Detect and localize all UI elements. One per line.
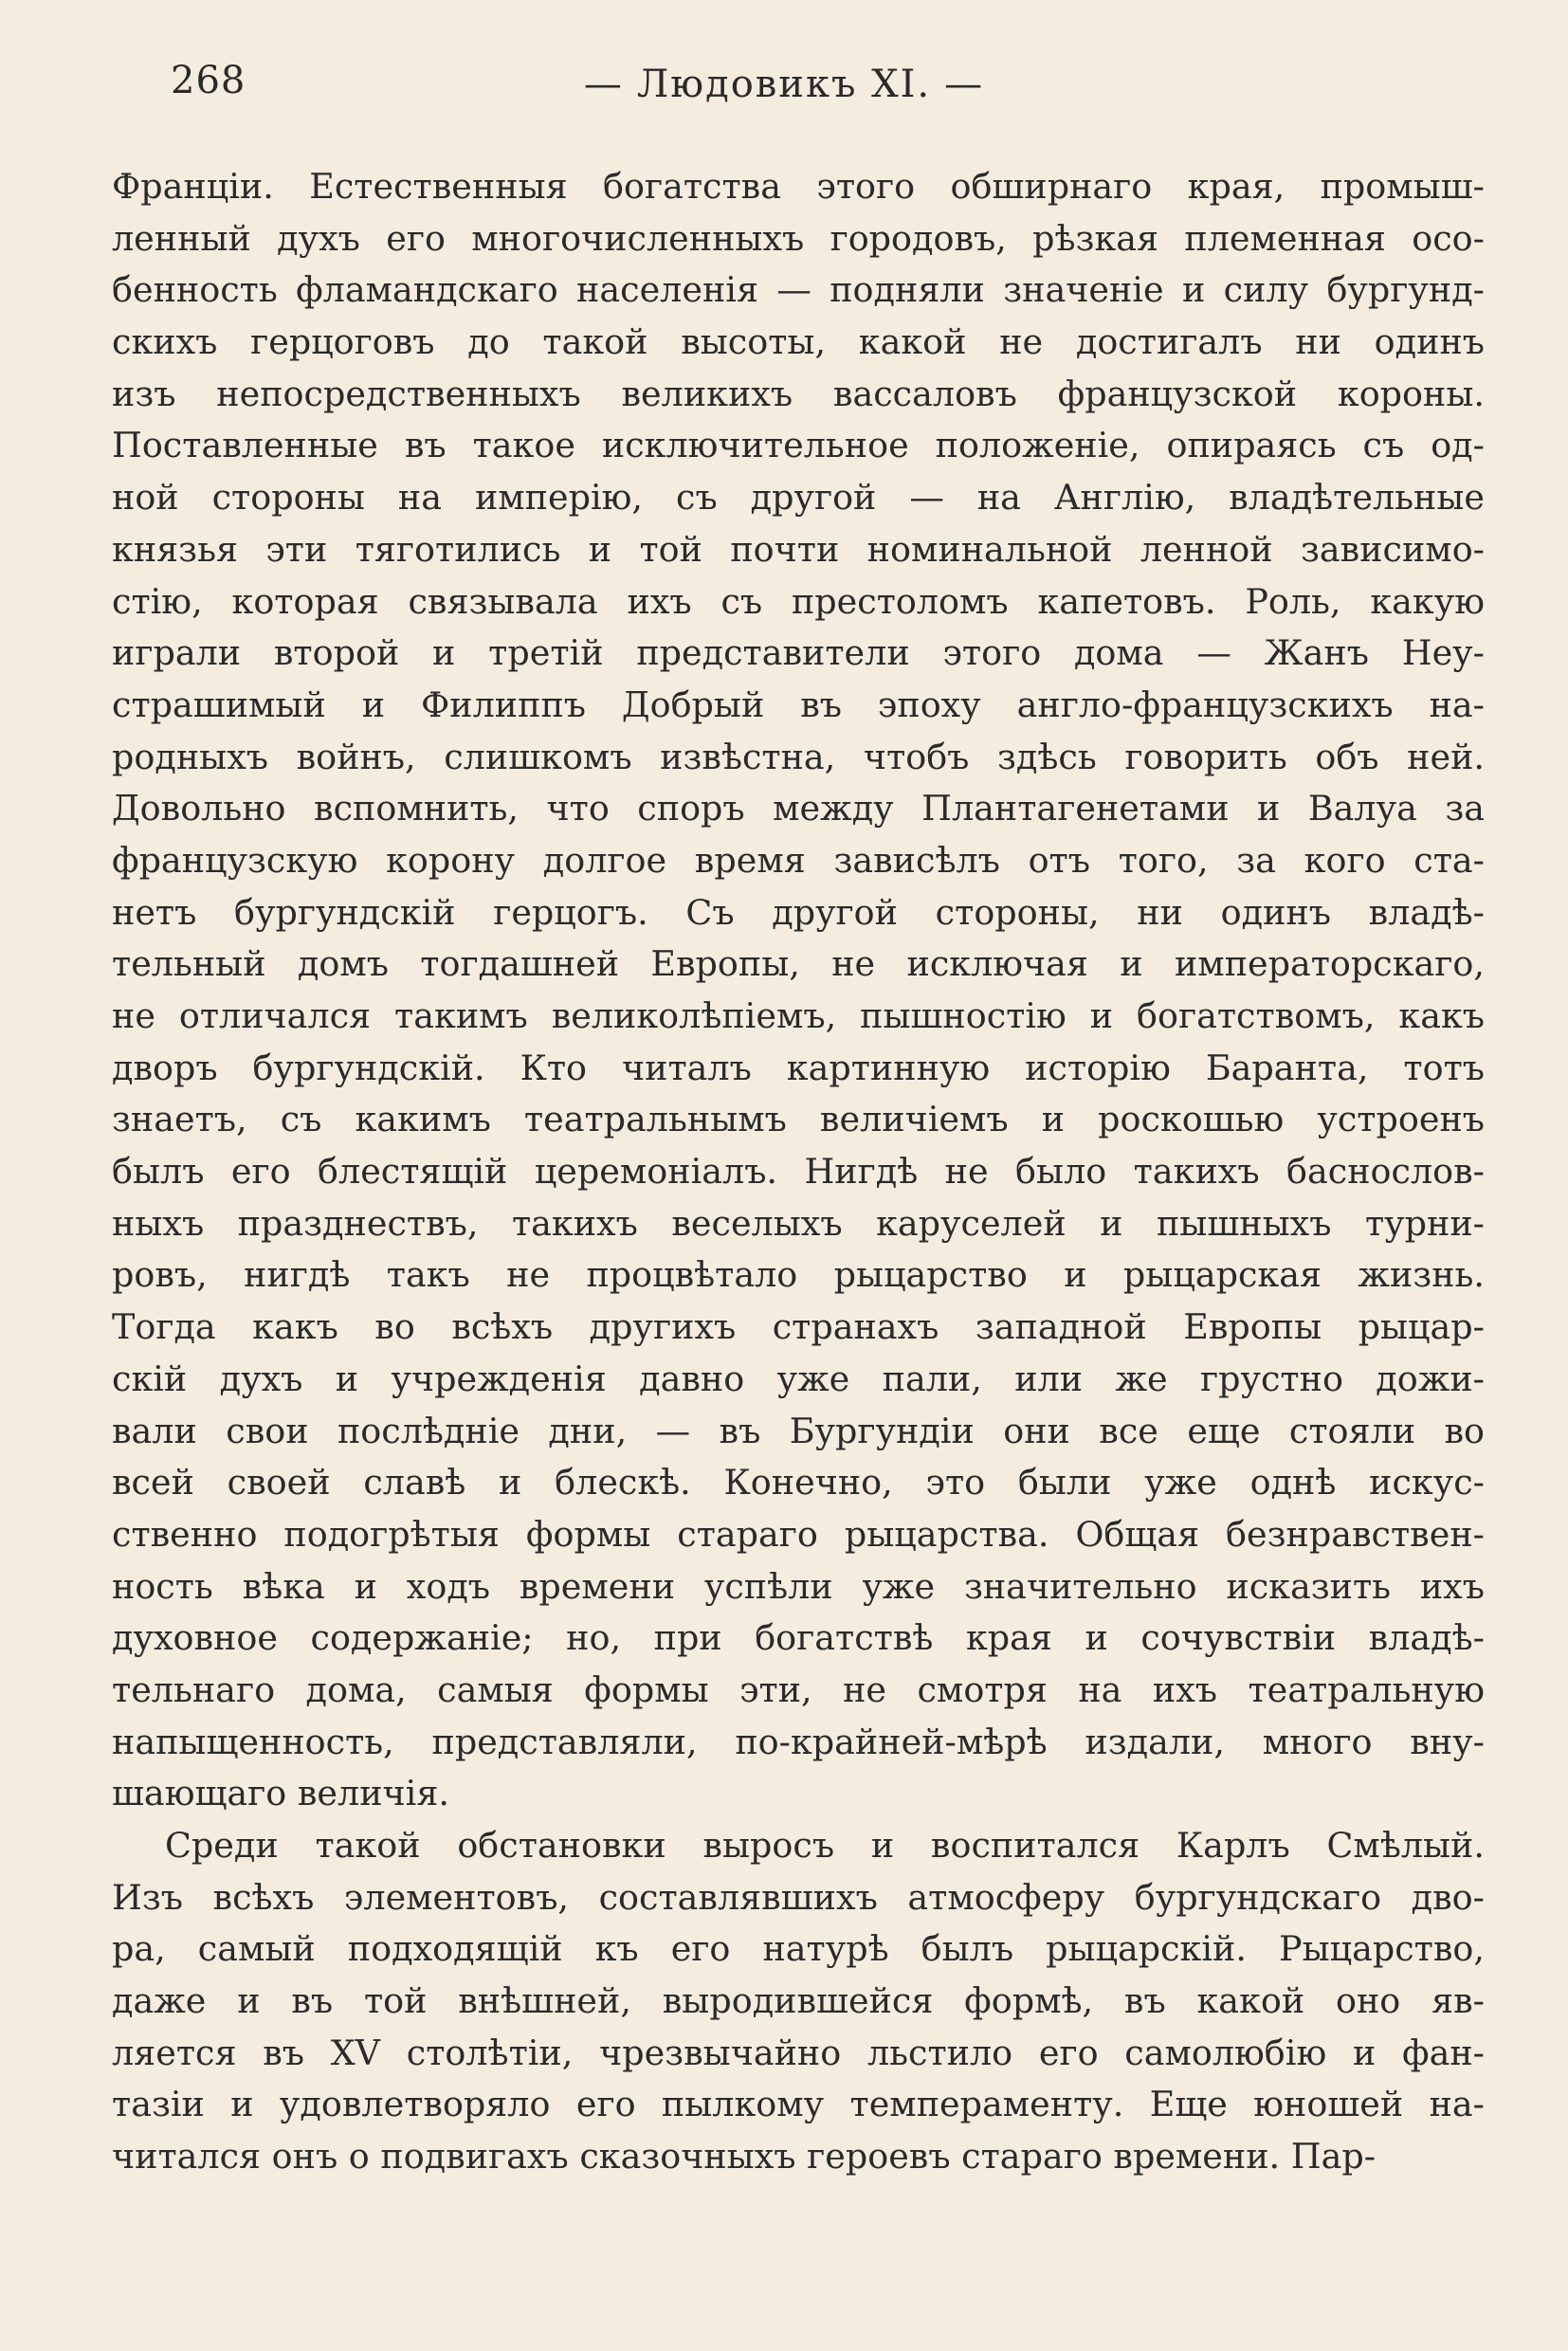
text-line: тазіи и удовлетворяло его пылкому темпераменту. Еще юношей на- <box>112 2084 1485 2125</box>
text-line: французскую корону долгое время зависѣлъ отъ того, за кого ста- <box>112 839 1485 881</box>
text-line: Поставленные въ такое исключительное положеніе, опираясь съ од- <box>112 425 1485 466</box>
text-line: Среди такой обстановки выросъ и воспитался Карлъ Смѣлый. <box>165 1825 1485 1866</box>
paragraph <box>112 161 1485 1820</box>
text-line: читался онъ о подвигахъ сказочныхъ героевъ стараго времени. Пар- <box>112 2136 1377 2178</box>
paragraph <box>112 1820 1485 2183</box>
text-line: бенность фламандскаго населенія — подняли значеніе и силу бургунд- <box>112 269 1485 311</box>
text-line: ныхъ празднествъ, такихъ веселыхъ каруселей и пышныхъ турни- <box>112 1202 1485 1244</box>
text-line: не отличался такимъ великолѣпіемъ, пышностію и богатствомъ, какъ <box>112 995 1485 1036</box>
text-line: скихъ герцоговъ до такой высоты, какой не достигалъ ни одинъ <box>112 321 1485 363</box>
text-line: изъ непосредственныхъ великихъ вассаловъ французской короны. <box>112 373 1485 414</box>
running-head-right-dash: — <box>944 63 985 106</box>
text-line: Изъ всѣхъ элементовъ, составлявшихъ атмосферу бургундскаго дво- <box>112 1876 1485 1918</box>
text-line: духовное содержаніе; но, при богатствѣ края и сочувствіи владѣ- <box>112 1617 1485 1659</box>
text-line: вали свои послѣдніе дни, — въ Бургундіи они все еще стояли во <box>112 1410 1485 1451</box>
text-line: тельнаго дома, самыя формы эти, не смотря на ихъ театральную <box>112 1668 1485 1710</box>
text-line: ность вѣка и ходъ времени успѣли уже значительно исказить ихъ <box>112 1565 1485 1607</box>
text-line: былъ его блестящій церемоніалъ. Нигдѣ не было такихъ баснослов- <box>112 1151 1485 1193</box>
text-line: играли второй и третій представители этого дома — Жанъ Неу- <box>112 632 1485 674</box>
text-line: ра, самый подходящій къ его натурѣ былъ рыцарскій. Рыцарство, <box>112 1928 1485 1970</box>
running-head-left-dash: — <box>583 63 624 106</box>
text-line: родныхъ войнъ, слишкомъ извѣстна, чтобъ здѣсь говорить объ ней. <box>112 736 1485 777</box>
page-number: 268 <box>171 59 246 102</box>
text-line: нетъ бургундскій герцогъ. Съ другой стороны, ни одинъ владѣ- <box>112 891 1485 933</box>
text-line: ленный духъ его многочисленныхъ городовъ, рѣзкая племенная осо- <box>112 217 1485 259</box>
text-line: даже и въ той внѣшней, выродившейся формѣ, въ какой оно яв- <box>112 1980 1485 2022</box>
text-line: напыщенность, представляли, по-крайней-мѣрѣ издали, много вну- <box>112 1721 1485 1762</box>
text-line: ровъ, нигдѣ такъ не процвѣтало рыцарство и рыцарская жизнь. <box>112 1254 1485 1296</box>
running-head-title: Людовикъ XI. <box>636 63 932 106</box>
text-line: скій духъ и учрежденія давно уже пали, или же грустно дожи- <box>112 1358 1485 1399</box>
running-head <box>0 63 1568 106</box>
text-line: ляется въ XV столѣтіи, чрезвычайно льстило его самолюбію и фан- <box>112 2032 1485 2073</box>
text-line: всей своей славѣ и блескѣ. Конечно, это были уже однѣ искус- <box>112 1462 1485 1504</box>
text-line: шающаго величія. <box>112 1773 449 1814</box>
text-line: стію, которая связывала ихъ съ престоломъ капетовъ. Роль, какую <box>112 580 1485 622</box>
text-line: тельный домъ тогдашней Европы, не исключая и императорскаго, <box>112 943 1485 985</box>
text-line: Тогда какъ во всѣхъ другихъ странахъ западной Европы рыцар- <box>112 1306 1485 1348</box>
text-line: знаетъ, съ какимъ театральнымъ величіемъ и роскошью устроенъ <box>112 1099 1485 1140</box>
text-line: дворъ бургундскій. Кто читалъ картинную исторію Баранта, тотъ <box>112 1047 1485 1088</box>
body-text <box>112 161 1485 2183</box>
text-line: ственно подогрѣтыя формы стараго рыцарства. Общая безнравствен- <box>112 1513 1485 1555</box>
text-line: ной стороны на имперію, съ другой — на Англію, владѣтельные <box>112 477 1485 519</box>
text-line: Довольно вспомнить, что споръ между Плантагенетами и Валуа за <box>112 788 1485 829</box>
text-line: Франціи. Естественныя богатства этого обширнаго края, промыш- <box>112 166 1485 207</box>
text-line: страшимый и Филиппъ Добрый въ эпоху англо-французскихъ на- <box>112 683 1485 725</box>
text-line: князья эти тяготились и той почти номинальной ленной зависимо- <box>112 528 1485 570</box>
